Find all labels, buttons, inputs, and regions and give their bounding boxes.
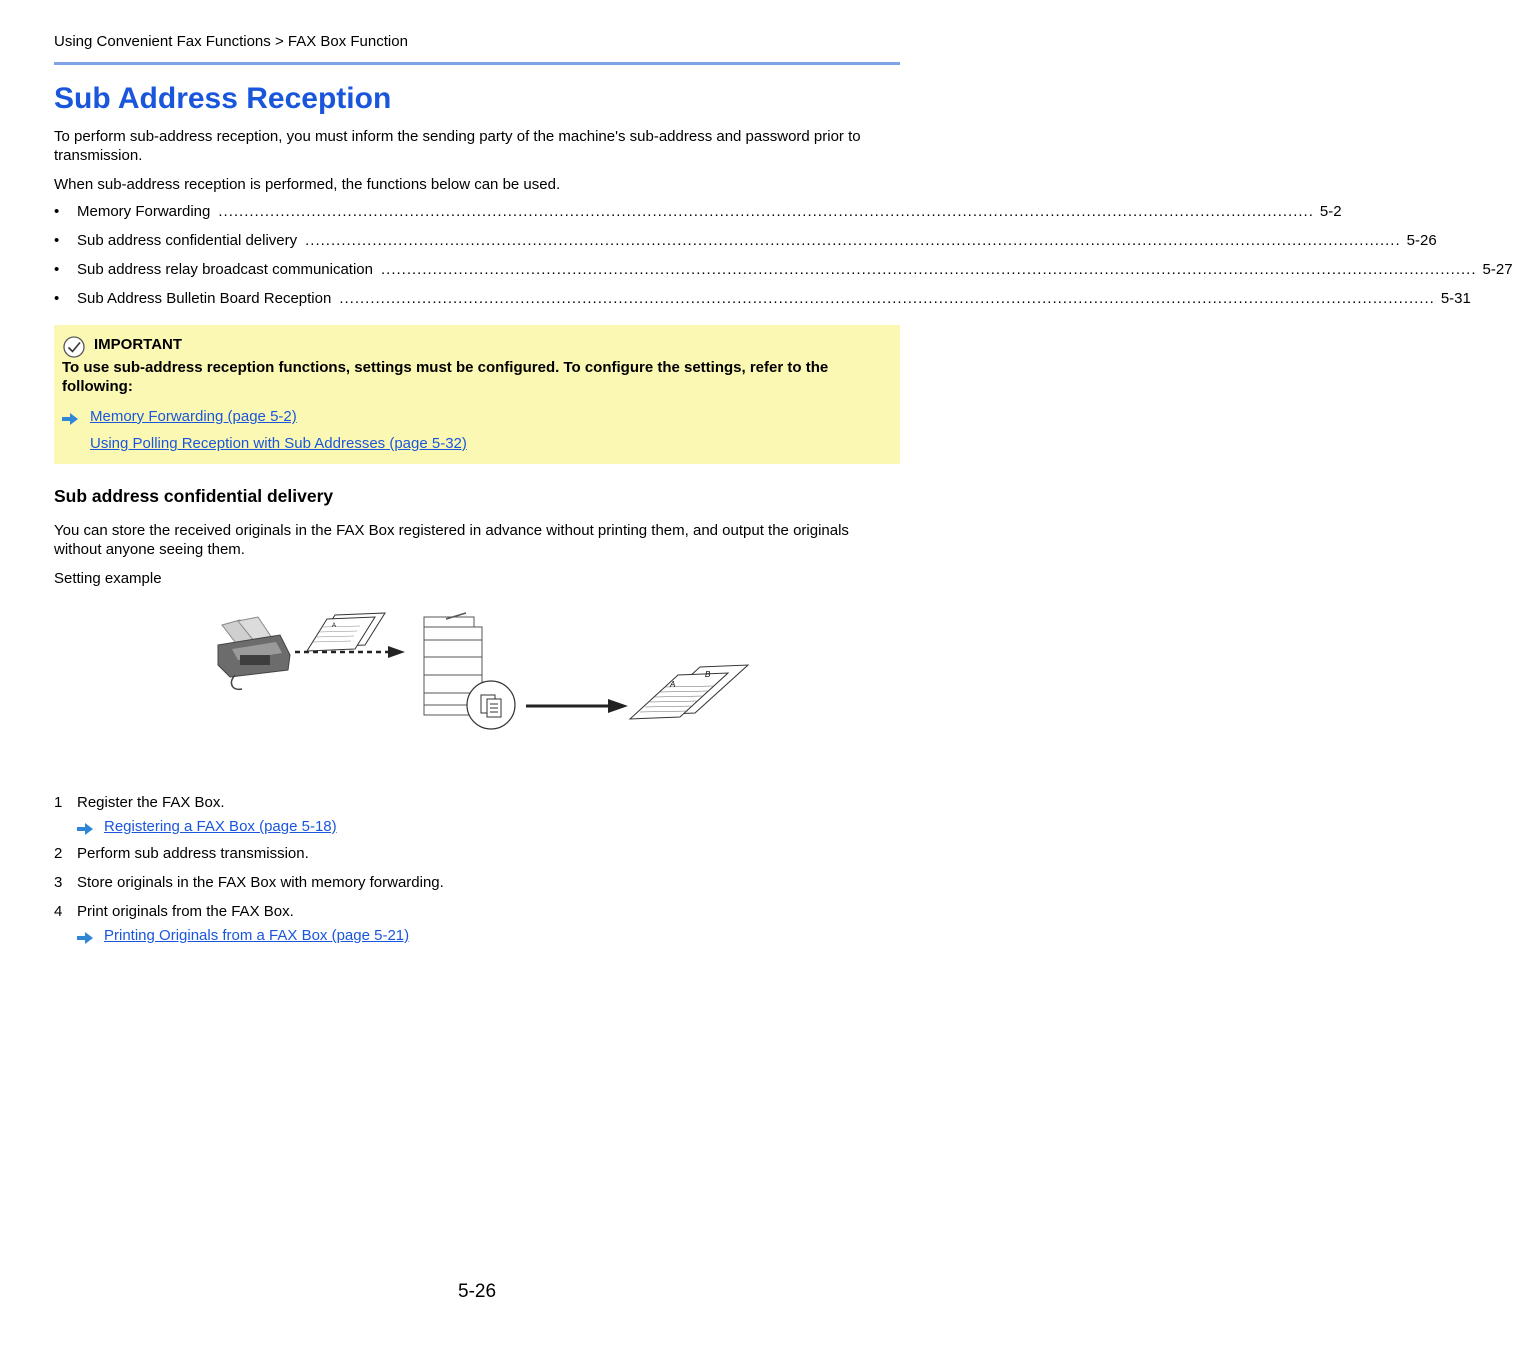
- link-registering-fax-box[interactable]: Registering a FAX Box (page 5-18): [104, 818, 337, 835]
- doc-letter-a: A: [332, 623, 337, 629]
- bullet: •: [54, 232, 60, 249]
- page-title: Sub Address Reception: [54, 82, 392, 115]
- toc-item-page: 5-26: [1406, 232, 1437, 249]
- link-polling-reception[interactable]: Using Polling Reception with Sub Addresses (page 5-32): [90, 435, 467, 452]
- section-description: You can store the received originals in the FAX Box registered in advance without printing them, and output the originals without anyone seeing them.: [54, 522, 849, 558]
- intro-paragraph-1: To perform sub-address reception, you must inform the sending party of the machine's sub-address and password prior to transmission.: [54, 128, 861, 164]
- breadcrumb: Using Convenient Fax Functions > FAX Box Function: [54, 33, 408, 50]
- bullet: •: [54, 290, 60, 307]
- output-documents-icon: [630, 665, 748, 719]
- bullet: •: [54, 203, 60, 220]
- step-text: Store originals in the FAX Box with memory forwarding.: [77, 874, 444, 891]
- checkmark-icon: [63, 336, 85, 358]
- link-printing-originals[interactable]: Printing Originals from a FAX Box (page 5-21): [104, 927, 410, 944]
- toc-item[interactable]: [54, 203, 1342, 223]
- bullet: •: [54, 261, 60, 278]
- step-1: [54, 794, 225, 811]
- toc-leader-dots: ....................................................................................................................................................................................................................: [305, 232, 1401, 249]
- toc-item-label: Memory Forwarding: [77, 203, 211, 220]
- arrow-head-icon: [608, 699, 628, 713]
- header-rule: [54, 62, 900, 65]
- section-heading: Sub address confidential delivery: [54, 486, 334, 506]
- output-doc-letter-b: B: [705, 670, 711, 679]
- step-text: Register the FAX Box.: [77, 794, 225, 811]
- toc-leader-dots: ....................................................................................................................................................................................................................: [339, 290, 1435, 307]
- toc-item-label: Sub address relay broadcast communication: [77, 261, 373, 278]
- toc-item[interactable]: [54, 232, 1437, 252]
- documents-icon: [307, 613, 385, 651]
- toc-item-page: 5-31: [1440, 290, 1471, 307]
- toc-item-page: 5-2: [1319, 203, 1342, 220]
- step-text: Perform sub address transmission.: [77, 845, 309, 862]
- arrow-right-icon: [77, 823, 93, 835]
- page-number: 5-26: [458, 1281, 497, 1302]
- toc-item[interactable]: [54, 261, 1513, 281]
- output-doc-letter-a: A: [670, 680, 676, 689]
- toc-leader-dots: ....................................................................................................................................................................................................................: [218, 203, 1314, 220]
- arrow-right-icon: [62, 413, 78, 425]
- fax-box-icon: [467, 681, 515, 729]
- arrow-head-icon: [388, 646, 405, 658]
- important-title: IMPORTANT: [94, 336, 183, 353]
- step-number: 1: [54, 794, 63, 811]
- intro-paragraph-2: When sub-address reception is performed, the functions below can be used.: [54, 176, 561, 193]
- important-text: To use sub-address reception functions, settings must be configured. To configure the settings, refer to the following:: [62, 359, 829, 395]
- setting-example-diagram: [210, 605, 760, 740]
- arrow-right-icon: [77, 932, 93, 944]
- toc-item-label: Sub address confidential delivery: [77, 232, 298, 249]
- step-2: [54, 845, 309, 862]
- step-text: Print originals from the FAX Box.: [77, 903, 294, 920]
- toc-item-label: Sub Address Bulletin Board Reception: [77, 290, 332, 307]
- step-number: 4: [54, 903, 63, 920]
- setting-example-label: Setting example: [54, 570, 162, 587]
- toc-item-page: 5-27: [1482, 261, 1513, 278]
- step-number: 3: [54, 874, 63, 891]
- step-3: [54, 874, 444, 891]
- fax-machine-icon: [218, 617, 290, 689]
- toc-item[interactable]: [54, 290, 1471, 310]
- link-memory-forwarding[interactable]: Memory Forwarding (page 5-2): [90, 408, 297, 425]
- step-number: 2: [54, 845, 63, 862]
- toc-leader-dots: ....................................................................................................................................................................................................................: [381, 261, 1477, 278]
- step-4: [54, 903, 294, 920]
